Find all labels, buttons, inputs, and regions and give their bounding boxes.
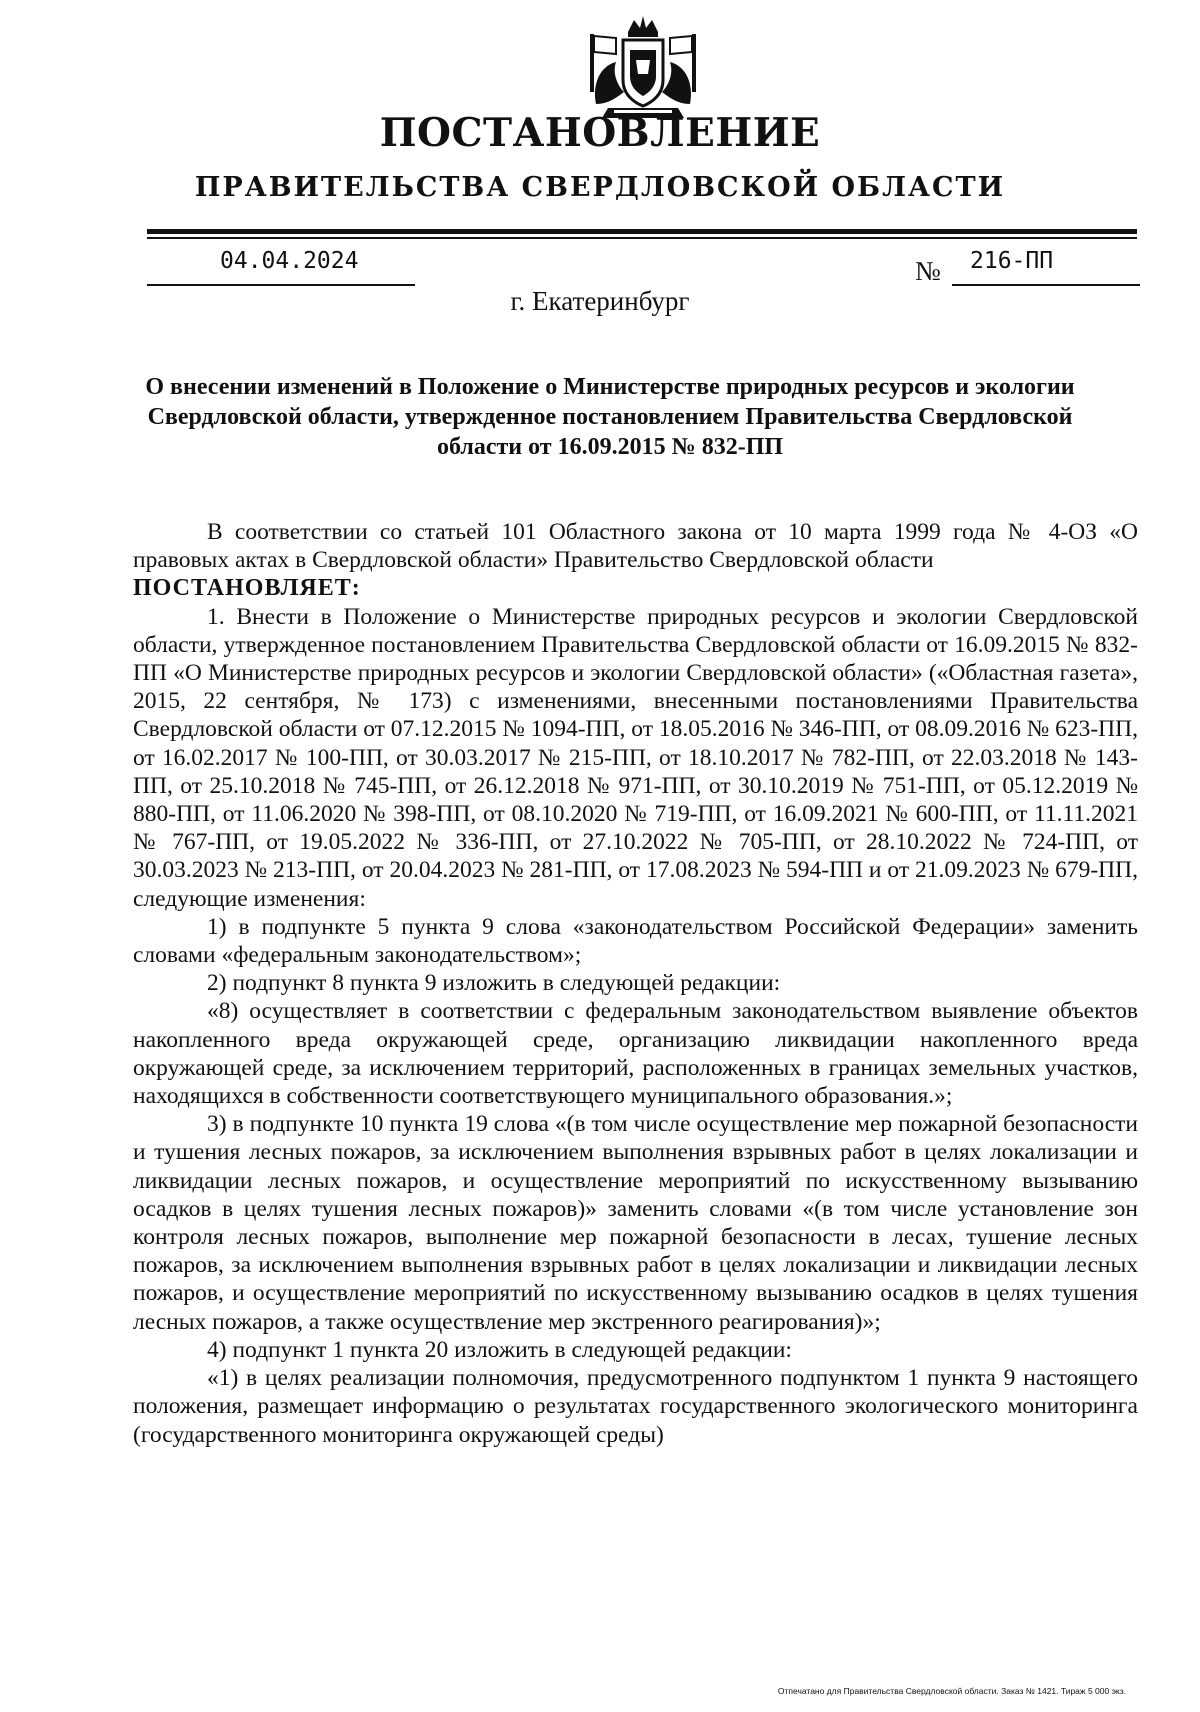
paragraph-subclause-4-text: «1) в целях реализации полномочия, предусмотренного подпунктом 1 пункта 9 настоящего положения, размещает информацию о результатах государственного экологического мониторинга (государственного мониторинга окружающей среды) (133, 1365, 1138, 1448)
document-type-heading: ПОСТАНОВЛЕНИЕ (379, 110, 821, 156)
paragraph-subclause-2: 2) подпункт 8 пункта 9 изложить в следующей редакции: (207, 970, 781, 997)
preamble: В соответствии со статьей 101 Областного закона от 10 марта 1999 года № 4-ОЗ «О правовых актах в Свердловской области» Правительство Свердловской области (133, 519, 1138, 574)
paragraph-subclause-1: 1) в подпункте 5 пункта 9 слова «законодательством Российской Федерации» заменить словами «федеральным законодательством»; (133, 913, 1138, 969)
issuing-authority: ПРАВИТЕЛЬСТВА СВЕРДЛОВСКОЙ ОБЛАСТИ (194, 172, 1006, 203)
document-number: 216-ПП (970, 248, 1054, 274)
header-divider-thick (147, 229, 1137, 234)
document-body (133, 518, 1138, 1449)
paragraph-subclause-2-text: «8) осуществляет в соответствии с федеральным законодательством выявление объектов накопленного вреда окружающей среде, организацию ликвидации накопленного вреда окружающей среде, за исключением территорий, расположенных в границах земельных участков, находящихся в собственности соответствующего муниципального образования.»; (133, 998, 1138, 1110)
paragraph-subclause-4: 4) подпункт 1 пункта 20 изложить в следующей редакции: (207, 1336, 792, 1363)
header-divider-thin (147, 237, 1137, 239)
number-sign: № (915, 256, 941, 286)
coat-of-arms-icon (568, 14, 718, 124)
issue-city: г. Екатеринбург (510, 286, 690, 316)
decree-word-line (133, 574, 1138, 602)
document-title: О внесении изменений в Положение о Министерстве природных ресурсов и экологии Свердловской области, утвержденное постановлением Правительства Свердловской области от 16.09.2015 № 832-ПП (145, 374, 1075, 460)
document-date: 04.04.2024 (220, 248, 359, 274)
paragraph-clause-1: 1. Внести в Положение о Министерстве природных ресурсов и экологии Свердловской области, утвержденное постановлением Правительства Свердловской области от 16.09.2015 № 832-ПП «О Министерстве природных ресурсов и экологии Свердловской области» («Областная газета», 2015, 22 сентября, № 173) с изменениями, внесенными постановлениями Правительства Свердловской области от 07.12.2015 № 1094-ПП, от 18.05.2016 № 346-ПП, от 08.09.2016 № 623-ПП, от 16.02.2017 № 100-ПП, от 30.03.2017 № 215-ПП, от 18.10.2017 № 782-ПП, от 22.03.2018 № 143-ПП, от 25.10.2018 № 745-ПП, от 26.12.2018 № 971-ПП, от 30.10.2019 № 751-ПП, от 05.12.2019 № 880-ПП, от 11.06.2020 № 398-ПП, от 08.10.2020 № 719-ПП, от 16.09.2021 № 600-ПП, от 11.11.2021 № 767-ПП, от 19.05.2022 № 336-ПП, от 27.10.2022 № 705-ПП, от 28.10.2022 № 724-ПП, от 30.03.2023 № 213-ПП, от 20.04.2023 № 281-ПП, от 17.08.2023 № 594-ПП и от 21.09.2023 № 679-ПП, следующие изменения: (133, 603, 1138, 912)
print-footer: Отпечатано для Правительства Свердловской области. Заказ № 1421. Тираж 5 000 экз. (777, 1686, 1126, 1696)
paragraph-subclause-3: 3) в подпункте 10 пункта 19 слова «(в том числе осуществление мер пожарной безопасности и тушения лесных пожаров, за исключением выполнения взрывных работ в целях локализации и ликвидации лесных пожаров, и осуществление мероприятий по искусственному вызыванию осадков в целях тушения лесных пожаров)» заменить словами «(в том числе установление зон контроля лесных пожаров, выполнение мер пожарной безопасности в лесах, тушение лесных пожаров, за исключением выполнения взрывных работ в целях локализации и ликвидации лесных пожаров, и осуществление мероприятий по искусственному вызыванию осадков в целях тушения лесных пожаров, а также осуществление мер экстренного реагирования)»; (133, 1111, 1138, 1335)
decree-word: ПОСТАНОВЛЯЕТ: (133, 575, 361, 602)
